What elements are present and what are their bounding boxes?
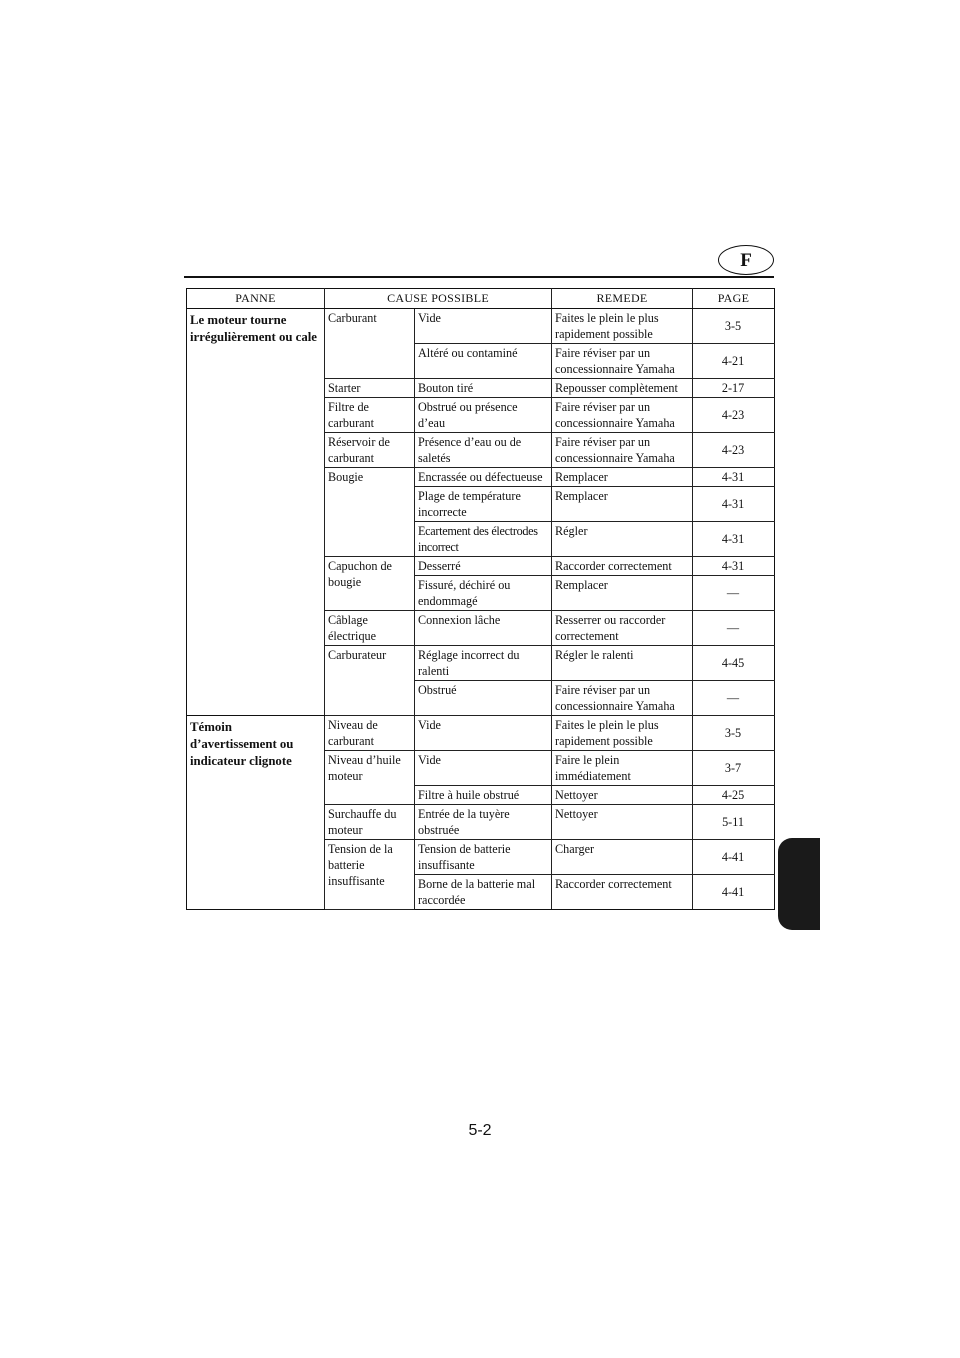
cause-cell: Présence d’eau ou de saletés bbox=[415, 433, 552, 468]
header-page: PAGE bbox=[693, 289, 775, 309]
remedy-cell: Faire réviser par un concessionnaire Yamaha bbox=[552, 344, 693, 379]
remedy-cell: Faites le plein le plus rapidement possible bbox=[552, 716, 693, 751]
remedy-cell: Charger bbox=[552, 840, 693, 875]
page-cell: 2-17 bbox=[693, 379, 775, 398]
cause-cell: Altéré ou contaminé bbox=[415, 344, 552, 379]
chapter-thumb-tab bbox=[778, 838, 820, 930]
page-cell: 4-45 bbox=[693, 646, 775, 681]
cause-cell: Vide bbox=[415, 716, 552, 751]
part-cell: Niveau de carburant bbox=[325, 716, 415, 751]
table-header-row bbox=[187, 289, 775, 309]
page-cell: 4-23 bbox=[693, 433, 775, 468]
page-cell: 4-31 bbox=[693, 522, 775, 557]
page-cell: 5-11 bbox=[693, 805, 775, 840]
remedy-cell: Faire réviser par un concessionnaire Yamaha bbox=[552, 398, 693, 433]
cause-cell: Obstrué ou présence d’eau bbox=[415, 398, 552, 433]
part-cell: Capuchon de bougie bbox=[325, 557, 415, 611]
part-cell: Réservoir de carburant bbox=[325, 433, 415, 468]
cause-cell: Fissuré, déchiré ou endommagé bbox=[415, 576, 552, 611]
remedy-cell: Raccorder correctement bbox=[552, 875, 693, 910]
cause-cell: Borne de la batterie mal raccordée bbox=[415, 875, 552, 910]
remedy-cell: Faites le plein le plus rapidement possible bbox=[552, 309, 693, 344]
cause-cell: Ecartement des électrodes incorrect bbox=[415, 522, 552, 557]
part-cell: Starter bbox=[325, 379, 415, 398]
page-cell: 4-31 bbox=[693, 487, 775, 522]
part-cell: Niveau d’huile moteur bbox=[325, 751, 415, 805]
cause-cell: Filtre à huile obstrué bbox=[415, 786, 552, 805]
part-cell: Câblage électrique bbox=[325, 611, 415, 646]
cause-cell: Plage de température incorrecte bbox=[415, 487, 552, 522]
cause-cell: Encrassée ou défectueuse bbox=[415, 468, 552, 487]
header-rule bbox=[184, 276, 774, 278]
page-cell: 4-31 bbox=[693, 557, 775, 576]
cause-cell: Tension de batterie insuffisante bbox=[415, 840, 552, 875]
part-cell: Carburateur bbox=[325, 646, 415, 716]
part-cell: Surchauffe du moteur bbox=[325, 805, 415, 840]
page-cell: 4-41 bbox=[693, 840, 775, 875]
cause-cell: Desserré bbox=[415, 557, 552, 576]
header-remede: REMEDE bbox=[552, 289, 693, 309]
page-number: 5-2 bbox=[468, 1122, 492, 1139]
page-cell: 4-21 bbox=[693, 344, 775, 379]
remedy-cell: Nettoyer bbox=[552, 786, 693, 805]
remedy-cell: Régler bbox=[552, 522, 693, 557]
section-badge: F bbox=[718, 245, 774, 275]
part-cell: Bougie bbox=[325, 468, 415, 557]
remedy-cell: Faire réviser par un concessionnaire Yamaha bbox=[552, 681, 693, 716]
cause-cell: Réglage incorrect du ralenti bbox=[415, 646, 552, 681]
cause-cell: Connexion lâche bbox=[415, 611, 552, 646]
remedy-cell: Repousser complètement bbox=[552, 379, 693, 398]
table-row bbox=[187, 309, 775, 344]
page-cell: 4-41 bbox=[693, 875, 775, 910]
troubleshooting-table bbox=[186, 288, 775, 910]
page-cell: — bbox=[693, 576, 775, 611]
remedy-cell: Remplacer bbox=[552, 468, 693, 487]
part-cell: Tension de la batterie insuffisante bbox=[325, 840, 415, 910]
remedy-cell: Nettoyer bbox=[552, 805, 693, 840]
page-cell: 3-7 bbox=[693, 751, 775, 786]
header-cause: CAUSE POSSIBLE bbox=[325, 289, 552, 309]
cause-cell: Obstrué bbox=[415, 681, 552, 716]
panne-cell: Le moteur tourne irrégulièrement ou cale bbox=[187, 309, 325, 716]
part-cell: Filtre de carburant bbox=[325, 398, 415, 433]
header-panne: PANNE bbox=[187, 289, 325, 309]
cause-cell: Entrée de la tuyère obstruée bbox=[415, 805, 552, 840]
remedy-cell: Raccorder correctement bbox=[552, 557, 693, 576]
remedy-cell: Régler le ralenti bbox=[552, 646, 693, 681]
remedy-cell: Remplacer bbox=[552, 487, 693, 522]
page-cell: 3-5 bbox=[693, 309, 775, 344]
page-cell: 4-25 bbox=[693, 786, 775, 805]
remedy-cell: Faire le plein immédiatement bbox=[552, 751, 693, 786]
page-cell: — bbox=[693, 611, 775, 646]
page-cell: 4-23 bbox=[693, 398, 775, 433]
remedy-cell: Faire réviser par un concessionnaire Yamaha bbox=[552, 433, 693, 468]
part-cell: Carburant bbox=[325, 309, 415, 379]
cause-cell: Bouton tiré bbox=[415, 379, 552, 398]
page-cell: — bbox=[693, 681, 775, 716]
page-cell: 4-31 bbox=[693, 468, 775, 487]
cause-cell: Vide bbox=[415, 309, 552, 344]
remedy-cell: Resserrer ou raccorder correctement bbox=[552, 611, 693, 646]
page-cell: 3-5 bbox=[693, 716, 775, 751]
panne-cell: Témoin d’avertissement ou indicateur clignote bbox=[187, 716, 325, 910]
cause-cell: Vide bbox=[415, 751, 552, 786]
remedy-cell: Remplacer bbox=[552, 576, 693, 611]
table-row bbox=[187, 716, 775, 751]
